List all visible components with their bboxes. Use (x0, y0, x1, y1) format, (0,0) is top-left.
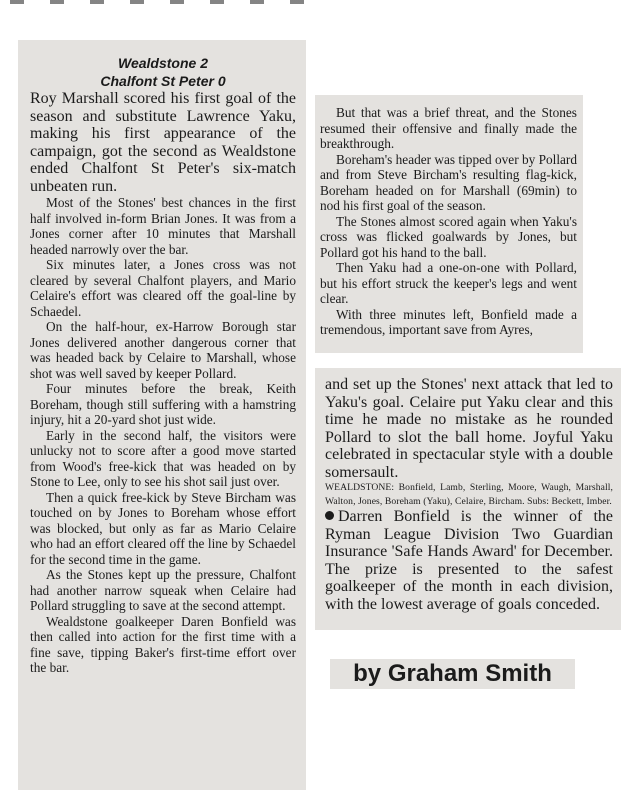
body-paragraph: Most of the Stones' best chances in the first half involved in-form Brian Jones. It was from a Jones corner after 10 minutes that Marshall headed narrowly over the bar. (30, 195, 296, 257)
left-column-clipping (18, 40, 306, 790)
team-lineup: WEALDSTONE: Bonfield, Lamb, Sterling, Moore, Waugh, Marshall, Walton, Jones, Boreham (Yaku), Celaire, Bircham. Subs: Beckett, Imber. (325, 482, 613, 507)
headline-away-score: Chalfont St Peter 0 (100, 73, 226, 89)
body-paragraph: Then Yaku had a one-on-one with Pollard, but his effort struck the keeper's legs and went clear. (320, 260, 577, 306)
body-paragraph: As the Stones kept up the pressure, Chalfont had another narrow squeak when Celaire had Pollard struggling to save at the second attempt. (30, 567, 296, 613)
byline: by Graham Smith (330, 659, 575, 689)
award-note (325, 508, 613, 613)
lead-paragraph: Roy Marshall scored his first goal of the season and substitute Lawrence Yaku, making his first appearance of the campaign, got the second as Wealdstone ended Chalfont St Peter's six-match unbeaten run. (30, 90, 296, 195)
body-paragraph: Early in the second half, the visitors were unlucky not to score after a good move started from Wood's free-kick that was headed on by Stone to Lee, only to see his shot sail just over. (30, 427, 296, 489)
page-top-edge (0, 0, 642, 18)
right-column-clipping-bottom (315, 368, 621, 630)
body-paragraph: On the half-hour, ex-Harrow Borough star Jones delivered another dangerous corner that was headed back by Celaire to Marshall, whose shot was well saved by keeper Pollard. (30, 319, 296, 381)
body-paragraph: Boreham's header was tipped over by Pollard and from Steve Bircham's resulting flag-kick, Boreham headed on for Marshall (69min) to nod his first goal of the season. (320, 151, 577, 213)
body-paragraph: Six minutes later, a Jones cross was not cleared by several Chalfont players, and Mario Celaire's effort was cleared off the goal-line by Schaedel. (30, 257, 296, 319)
cropped-header-fragment (10, 0, 310, 4)
award-note-text: Darren Bonfield is the winner of the Ryman League Division Two Guardian Insurance 'Safe Hands Award' for December. The prize is presented to the safest goalkeeper of the month in each division, with the lowest average of goals conceded. (325, 508, 613, 613)
body-paragraph: Wealdstone goalkeeper Daren Bonfield was then called into action for the first time with a fine save, tipping Baker's first-time effort over the bar. (30, 613, 296, 675)
body-paragraph: Then a quick free-kick by Steve Bircham was touched on by Jones to Boreham whose effort was blocked, but only as far as Mario Celaire who had an effort cleared off the line by Schaedel for the second time in the game. (30, 489, 296, 567)
body-paragraph: With three minutes left, Bonfield made a tremendous, important save from Ayres, (320, 306, 577, 337)
headline-home-score: Wealdstone 2 (118, 55, 208, 71)
body-paragraph: Four minutes before the break, Keith Boreham, though still suffering with a hamstring injury, hit a 20-yard shot just wide. (30, 381, 296, 427)
bullet-icon (325, 511, 334, 520)
body-paragraph: and set up the Stones' next attack that led to Yaku's goal. Celaire put Yaku clear and this time he made no mistake as he rounded Pollard to slot the ball home. Joyful Yaku celebrated in spectacular style with a double somersault. (325, 376, 613, 481)
body-paragraph: But that was a brief threat, and the Stones resumed their offensive and finally made the breakthrough. (320, 105, 577, 151)
right-column-clipping-top (315, 95, 583, 353)
body-paragraph: The Stones almost scored again when Yaku's cross was flicked goalwards by Jones, but Pollard got his hand to the ball. (320, 213, 577, 260)
